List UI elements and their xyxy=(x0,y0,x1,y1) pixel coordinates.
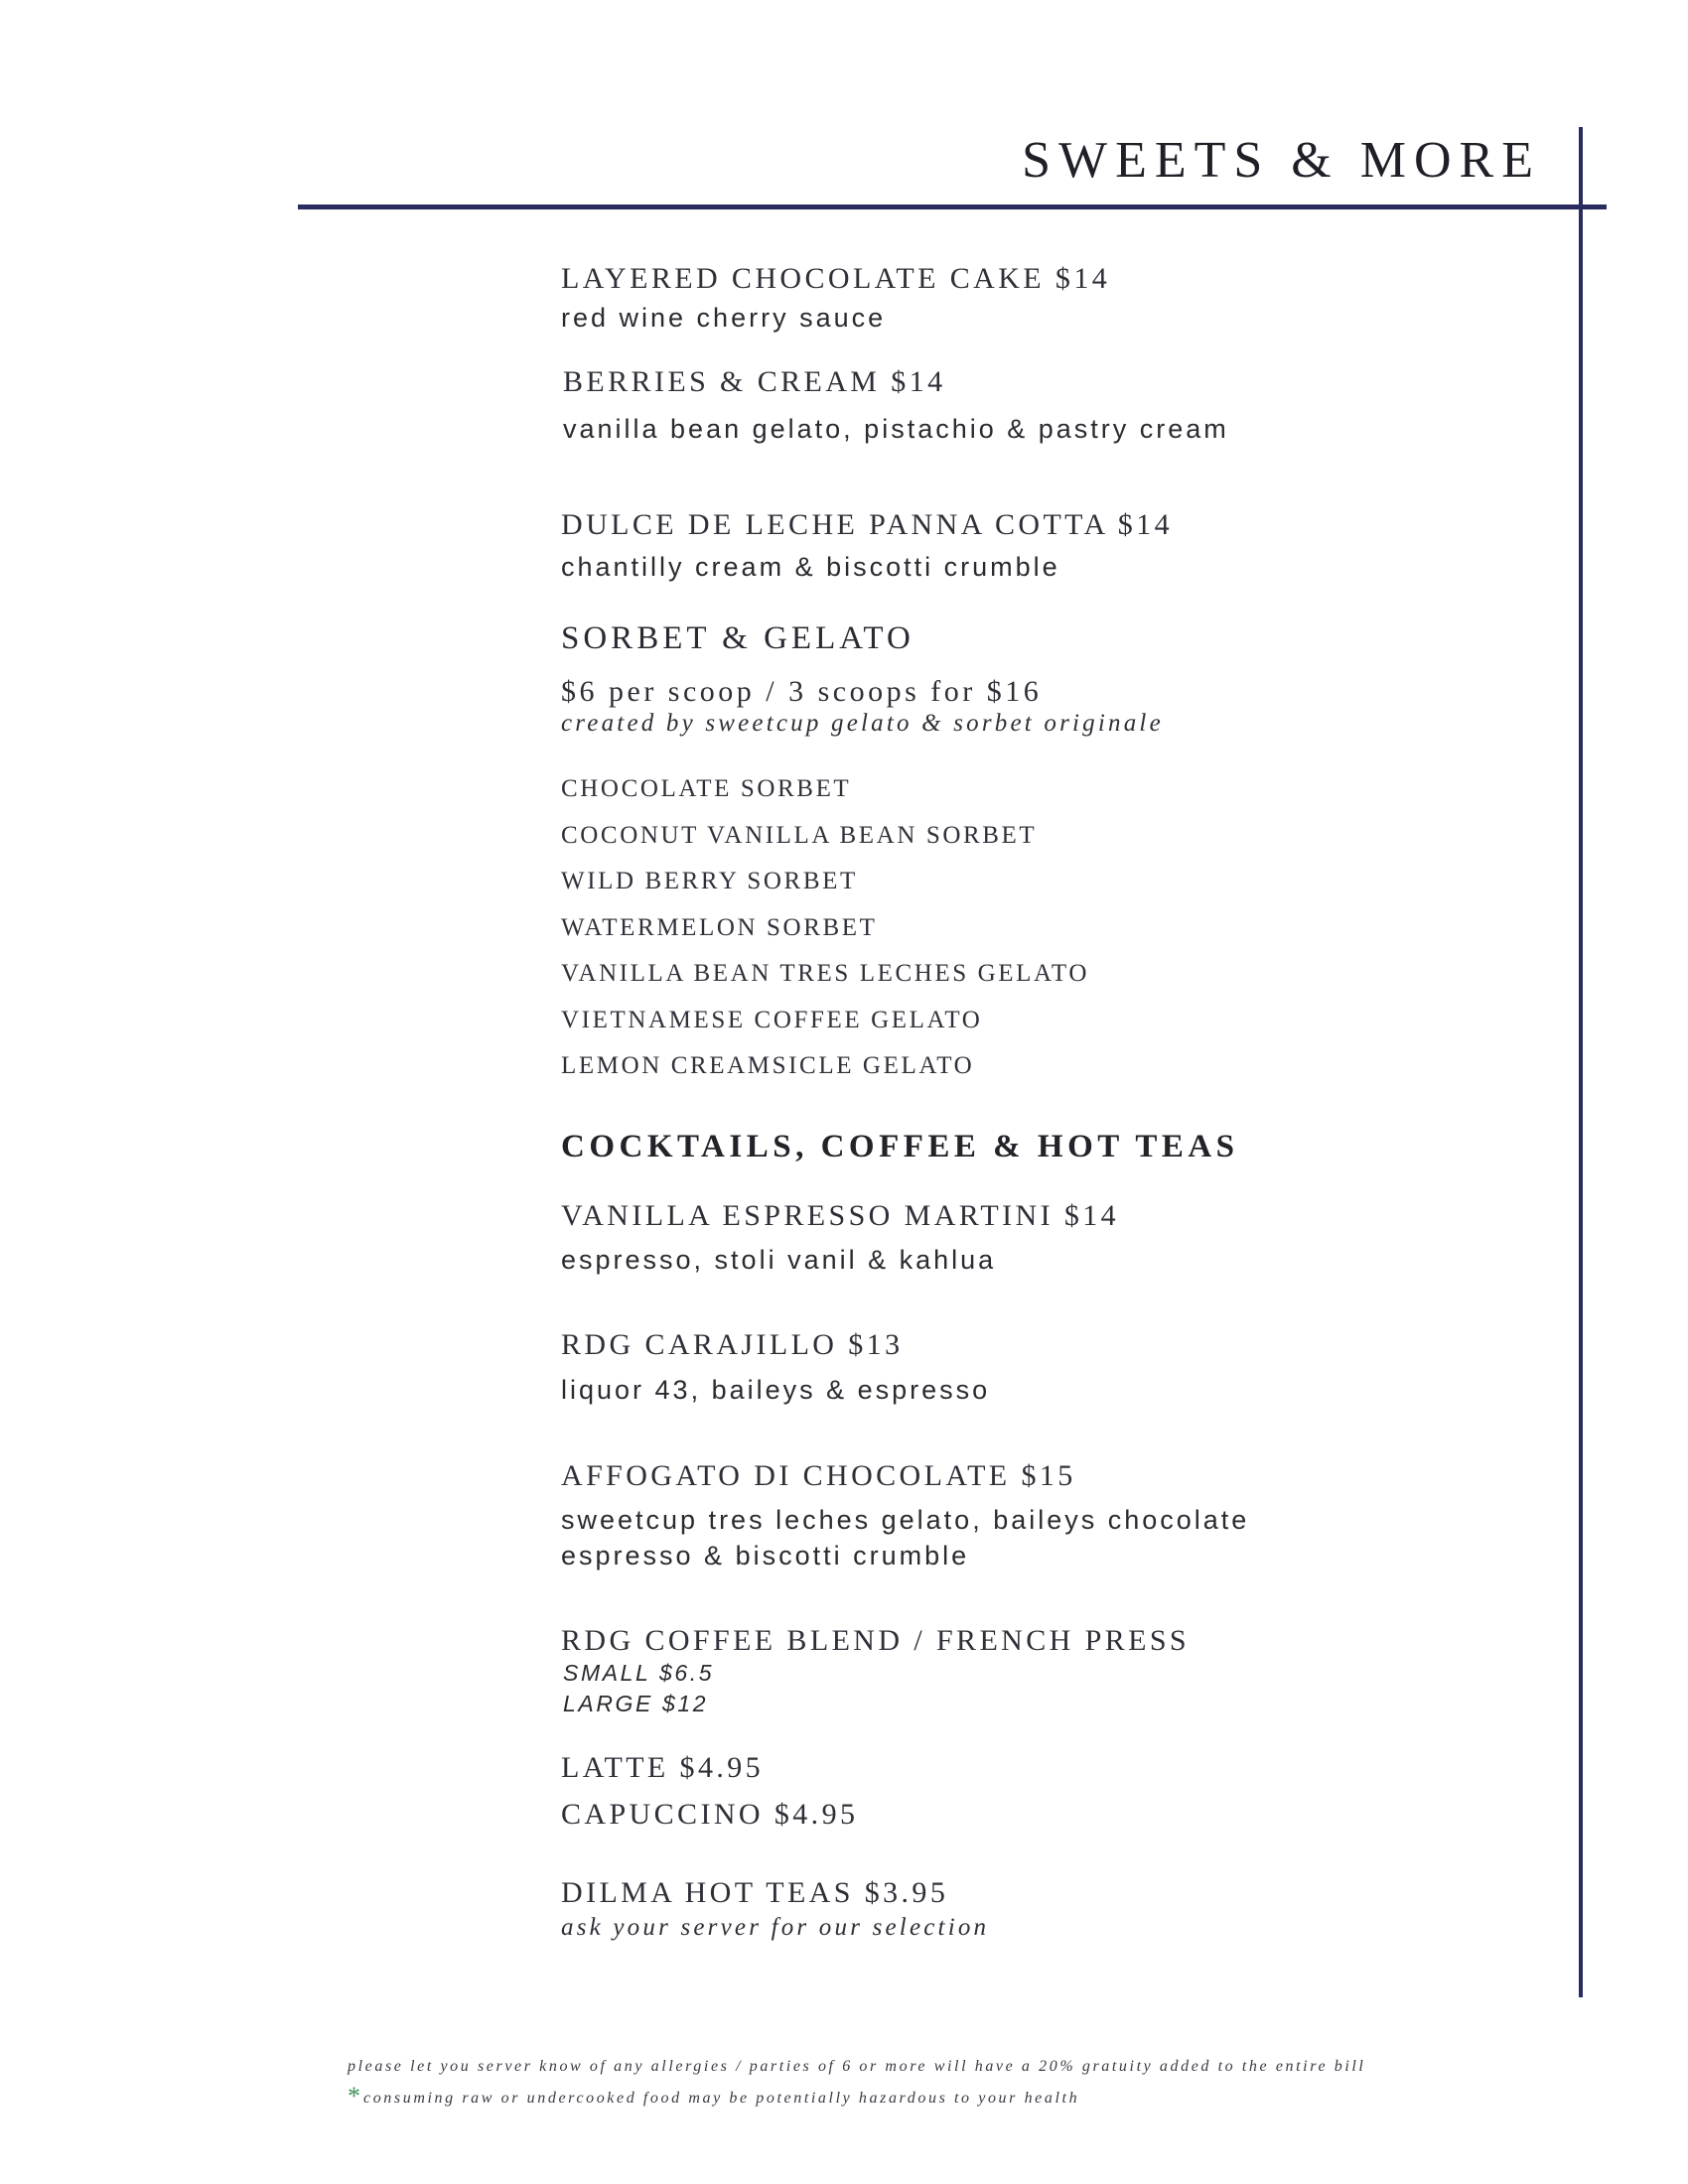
dessert-name: BERRIES & CREAM $14 xyxy=(563,365,946,398)
drink-description: espresso & biscotti crumble xyxy=(561,1541,970,1570)
drink-description: sweetcup tres leches gelato, baileys chocolate xyxy=(561,1505,1250,1535)
allergy-notice: please let you server know of any allergies / parties of 6 or more will have a 20% gratuity added to the entire bill xyxy=(348,2058,1366,2075)
sorbet-price: $6 per scoop / 3 scoops for $16 xyxy=(561,675,1043,708)
size-price: SMALL $6.5 xyxy=(563,1660,715,1686)
raw-food-warning: consuming raw or undercooked food may be potentially hazardous to your health xyxy=(363,2090,1080,2107)
dessert-description: vanilla bean gelato, pistachio & pastry cream xyxy=(563,414,1229,444)
drink-name: RDG COFFEE BLEND / FRENCH PRESS xyxy=(561,1624,1191,1657)
flavor-item: COCONUT VANILLA BEAN SORBET xyxy=(561,822,1038,849)
tea-note: ask your server for our selection xyxy=(561,1914,990,1941)
drink-name: RDG CARAJILLO $13 xyxy=(561,1328,904,1361)
asterisk-mark: * xyxy=(348,2082,360,2111)
flavor-item: WATERMELON SORBET xyxy=(561,914,878,941)
drink-name: CAPUCCINO $4.95 xyxy=(561,1798,859,1831)
drink-name: VANILLA ESPRESSO MARTINI $14 xyxy=(561,1199,1120,1232)
flavor-item: VANILLA BEAN TRES LECHES GELATO xyxy=(561,960,1090,987)
flavor-item: CHOCOLATE SORBET xyxy=(561,775,852,802)
drinks-heading: COCKTAILS, COFFEE & HOT TEAS xyxy=(561,1129,1239,1164)
flavor-item: VIETNAMESE COFFEE GELATO xyxy=(561,1007,983,1033)
flavor-item: WILD BERRY SORBET xyxy=(561,868,858,894)
dessert-description: red wine cherry sauce xyxy=(561,303,887,333)
header-rule xyxy=(298,205,1607,209)
dessert-description: chantilly cream & biscotti crumble xyxy=(561,552,1060,582)
dessert-name: LAYERED CHOCOLATE CAKE $14 xyxy=(561,262,1111,295)
drink-name: AFFOGATO DI CHOCOLATE $15 xyxy=(561,1459,1076,1492)
flavor-item: LEMON CREAMSICLE GELATO xyxy=(561,1052,975,1079)
drink-description: liquor 43, baileys & espresso xyxy=(561,1375,991,1405)
sorbet-heading: SORBET & GELATO xyxy=(561,620,914,656)
drink-name: DILMA HOT TEAS $3.95 xyxy=(561,1876,949,1909)
page-title: SWEETS & MORE xyxy=(1022,132,1541,189)
dessert-name: DULCE DE LECHE PANNA COTTA $14 xyxy=(561,508,1173,541)
size-price: LARGE $12 xyxy=(563,1691,709,1716)
drink-description: espresso, stoli vanil & kahlua xyxy=(561,1245,997,1275)
sorbet-credit: created by sweetcup gelato & sorbet originale xyxy=(561,710,1164,737)
drink-name: LATTE $4.95 xyxy=(561,1751,765,1784)
side-rule xyxy=(1579,127,1583,1997)
